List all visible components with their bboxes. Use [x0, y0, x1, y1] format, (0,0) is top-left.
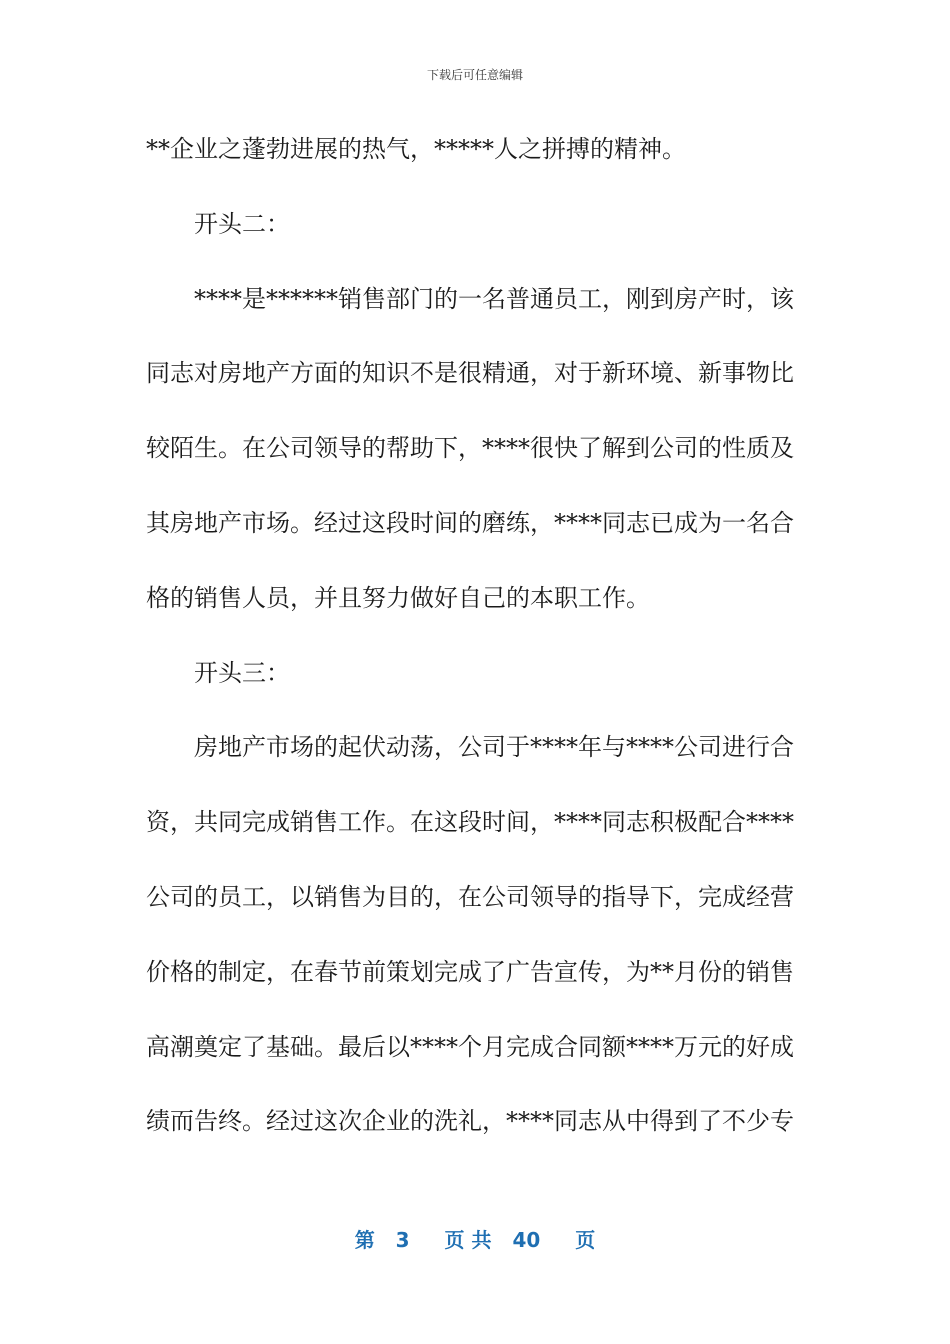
text-line: 资，共同完成销售工作。在这段时间，****同志积极配合****	[146, 808, 794, 837]
text-line: 同志对房地产方面的知识不是很精通，对于新环境、新事物比	[146, 359, 794, 388]
text-line: 公司的员工，以销售为目的，在公司领导的指导下，完成经营	[146, 882, 794, 911]
section-heading: 开头二：	[194, 209, 290, 238]
text-line: 较陌生。在公司领导的帮助下，****很快了解到公司的性质及	[146, 434, 794, 463]
text-line: 高潮奠定了基础。最后以****个月完成合同额****万元的好成	[146, 1032, 794, 1061]
text-line: 格的销售人员，并且努力做好自己的本职工作。	[146, 583, 650, 612]
text-line: 绩而告终。经过这次企业的洗礼，****同志从中得到了不少专	[146, 1107, 794, 1136]
footer-page-number: 3	[395, 1228, 410, 1252]
page-footer	[0, 1224, 950, 1253]
text-line: 价格的制定，在春节前策划完成了广告宣传，为**月份的销售	[146, 957, 794, 986]
section-heading: 开头三：	[194, 658, 290, 687]
footer-ye-gong: 页 共	[444, 1228, 492, 1252]
document-body	[146, 112, 792, 1159]
text-line: 房地产市场的起伏动荡，公司于****年与****公司进行合	[194, 733, 794, 762]
footer-total-pages: 40	[512, 1228, 541, 1252]
page-header-note: 下载后可任意编辑	[426, 68, 523, 82]
text-line: **企业之蓬勃进展的热气，*****人之拼搏的精神。	[146, 135, 686, 163]
text-line: ****是******销售部门的一名普通员工，刚到房产时，该	[194, 284, 794, 313]
text-line: 其房地产市场。经过这段时间的磨练，****同志已成为一名合	[146, 508, 794, 537]
footer-ye: 页	[575, 1228, 596, 1252]
footer-di: 第	[354, 1228, 375, 1252]
